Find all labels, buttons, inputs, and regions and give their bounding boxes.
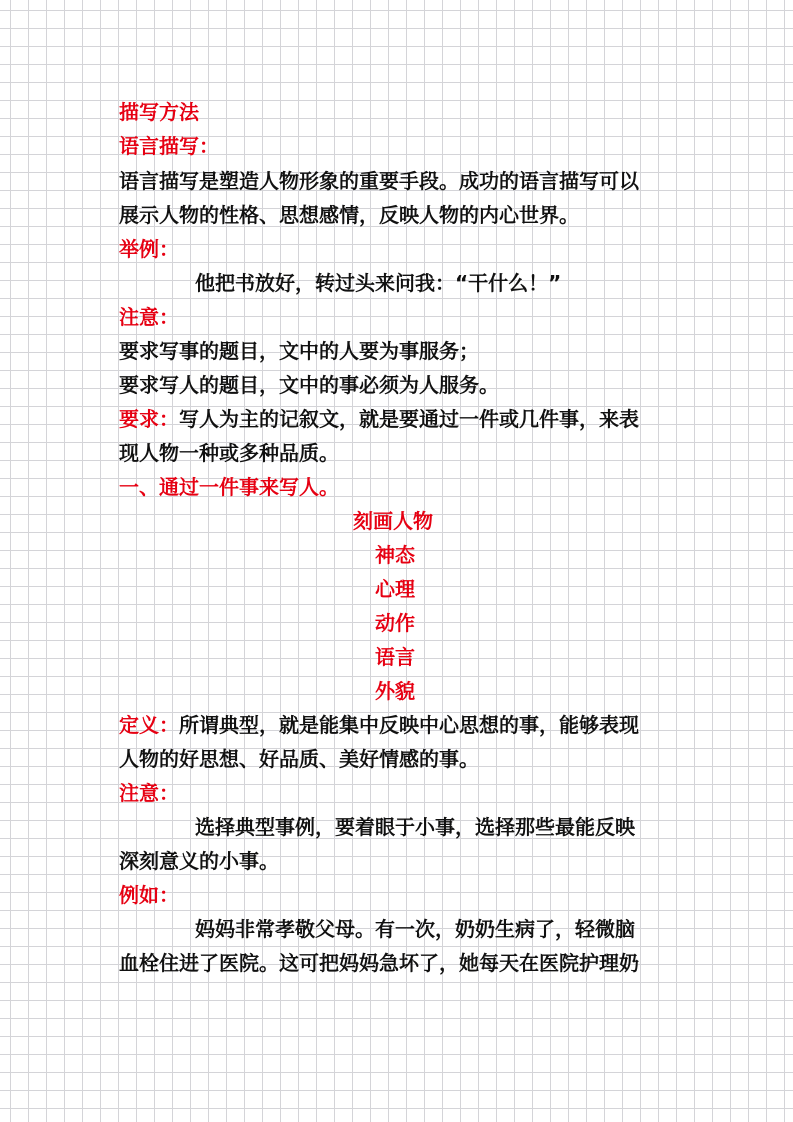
requirement-line bbox=[119, 404, 639, 434]
requirement-line: 现人物一种或多种品质。 bbox=[119, 441, 339, 465]
note-label: 注意： bbox=[119, 781, 179, 805]
requirement-label: 要求： bbox=[119, 407, 179, 431]
example-line: 血栓住进了医院。这可把妈妈急坏了，她每天在医院护理奶 bbox=[119, 951, 639, 975]
paragraph-line: 语言描写是塑造人物形象的重要手段。成功的语言描写可以 bbox=[119, 169, 639, 193]
definition-line: 人物的好思想、好品质、美好情感的事。 bbox=[119, 747, 479, 771]
center-item-language: 语言 bbox=[375, 645, 415, 669]
note-line: 深刻意义的小事。 bbox=[119, 849, 279, 873]
example-label: 举例： bbox=[119, 237, 179, 261]
requirement-text: 写人为主的记叙文，就是要通过一件或几件事，来表 bbox=[179, 407, 639, 431]
center-item-appearance: 外貌 bbox=[375, 679, 415, 703]
center-item-expression: 神态 bbox=[375, 543, 415, 567]
note-line: 选择典型事例，要着眼于小事，选择那些最能反映 bbox=[195, 815, 635, 839]
definition-line bbox=[119, 710, 639, 740]
note-line: 要求写事的题目，文中的人要为事服务； bbox=[119, 339, 479, 363]
center-item-portray: 刻画人物 bbox=[353, 509, 433, 533]
definition-label: 定义： bbox=[119, 713, 179, 737]
definition-text: 所谓典型，就是能集中反映中心思想的事，能够表现 bbox=[179, 713, 639, 737]
section-heading-language: 语言描写： bbox=[119, 134, 219, 158]
example-text: 他把书放好，转过头来问我：“干什么！” bbox=[195, 271, 562, 295]
example-label: 例如： bbox=[119, 883, 179, 907]
note-line: 要求写人的题目，文中的事必须为人服务。 bbox=[119, 373, 499, 397]
paragraph-line: 展示人物的性格、思想感情，反映人物的内心世界。 bbox=[119, 203, 579, 227]
example-line: 妈妈非常孝敬父母。有一次，奶奶生病了，轻微脑 bbox=[195, 917, 635, 941]
section-heading-one-event: 一、通过一件事来写人。 bbox=[119, 475, 339, 499]
doc-title: 描写方法 bbox=[119, 100, 199, 124]
center-item-action: 动作 bbox=[375, 611, 415, 635]
note-label: 注意： bbox=[119, 305, 179, 329]
center-item-psychology: 心理 bbox=[375, 577, 415, 601]
